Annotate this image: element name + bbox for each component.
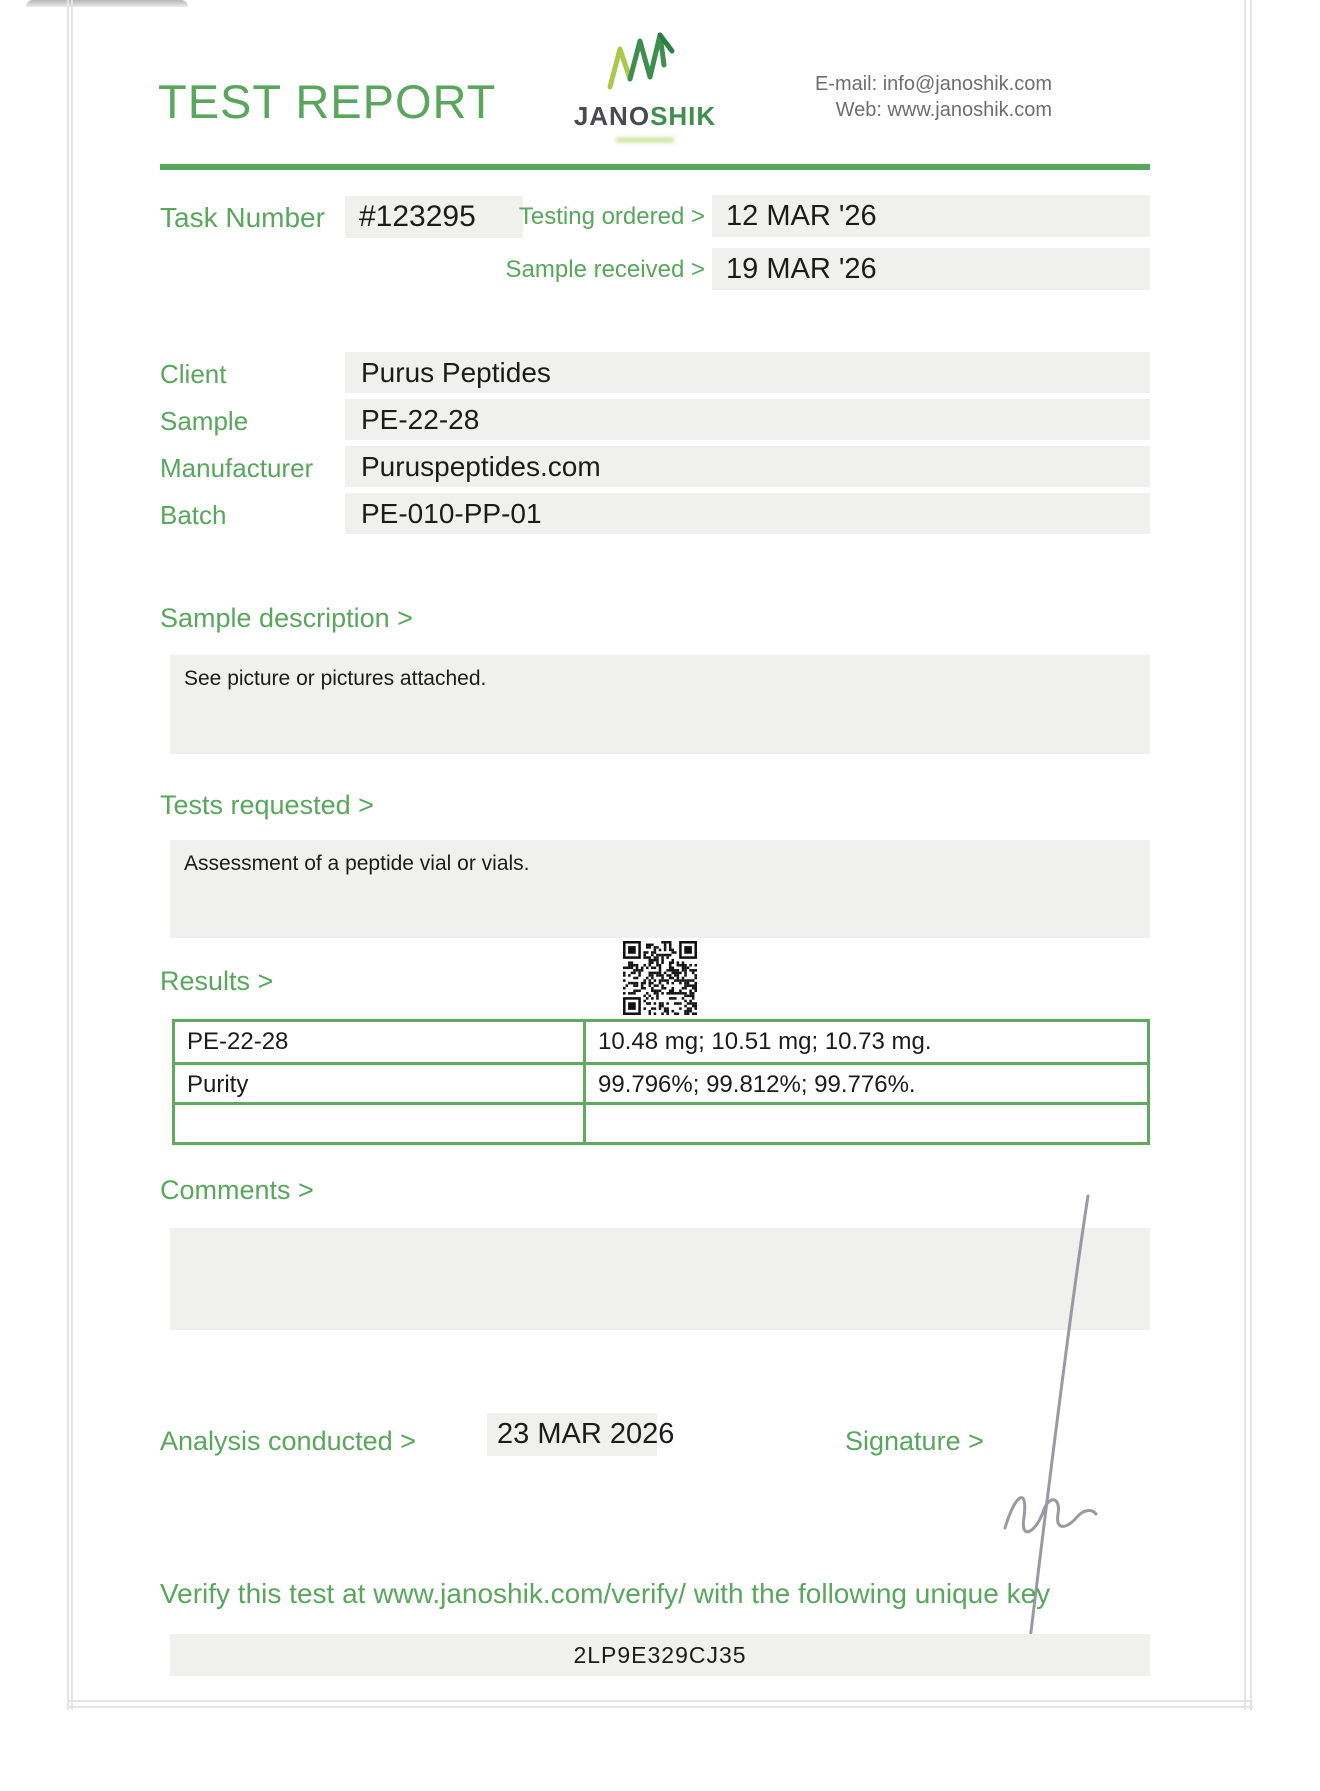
batch-label: Batch: [160, 500, 227, 530]
page-left-edge-line-inner: [71, 0, 73, 1710]
page-top-tab-remnant: [26, 0, 188, 7]
manufacturer-label: Manufacturer: [160, 453, 314, 483]
testing-ordered-label: Testing ordered >: [518, 203, 705, 230]
sample-label: Sample: [160, 406, 249, 436]
verification-qr-code: [623, 941, 697, 1015]
analysis-conducted-value: 23 MAR 2026: [487, 1413, 657, 1456]
results-heading: Results >: [160, 966, 274, 996]
verify-instruction: Verify this test at www.janoshik.com/verify/ with the following unique key: [160, 1578, 1051, 1609]
brand-wordmark-dark: JANO: [573, 101, 651, 131]
results-table: [172, 1019, 1150, 1145]
client-value: Purus Peptides: [345, 352, 1150, 393]
tests-requested-box: [170, 840, 1150, 938]
brand-wordmark-green: SHIK: [650, 101, 717, 131]
page-bottom-edge-line: [67, 1700, 1253, 1702]
sample-value: PE-22-28: [345, 399, 1150, 440]
contact-block: [700, 71, 1052, 123]
brand-wordmark: [570, 101, 720, 132]
task-number-value: #123295: [345, 196, 523, 238]
client-label: Client: [160, 359, 227, 389]
sample-description-box: [170, 655, 1150, 754]
task-number-label: Task Number: [160, 202, 325, 233]
sample-description-text: See picture or pictures attached.: [184, 667, 487, 690]
page-bottom-edge-line-inner: [67, 1706, 1253, 1708]
signature-label: Signature >: [845, 1426, 984, 1456]
testing-ordered-value: 12 MAR '26: [712, 195, 1150, 237]
batch-value: PE-010-PP-01: [345, 493, 1150, 534]
tests-requested-heading: Tests requested >: [160, 790, 374, 820]
contact-web: Web: www.janoshik.com: [835, 99, 1052, 121]
janoshik-chart-logo-icon: [604, 31, 684, 93]
brand-underline-glow: [616, 138, 674, 142]
result-row-value: 99.796%; 99.812%; 99.776%.: [583, 1062, 1147, 1102]
sample-received-value: 19 MAR '26: [712, 248, 1150, 290]
result-row-name: PE-22-28: [187, 1028, 289, 1055]
result-row-name: Purity: [175, 1062, 583, 1102]
result-row-value: 10.48 mg; 10.51 mg; 10.73 mg.: [583, 1022, 1147, 1062]
verify-key: 2LP9E329CJ35: [170, 1634, 1150, 1676]
contact-email: E-mail: info@janoshik.com: [814, 73, 1052, 95]
page-left-edge-line: [67, 0, 69, 1710]
result-row-name: [175, 1102, 583, 1142]
page-title: TEST REPORT: [158, 75, 497, 128]
header-divider-rule: [160, 164, 1150, 170]
tests-requested-text: Assessment of a peptide vial or vials.: [184, 852, 530, 875]
analysis-conducted-label: Analysis conducted >: [160, 1426, 416, 1456]
page-right-edge-line-inner: [1244, 0, 1246, 1710]
page-right-edge-line: [1250, 0, 1252, 1710]
manufacturer-value: Puruspeptides.com: [345, 446, 1150, 487]
comments-heading: Comments >: [160, 1175, 314, 1205]
result-row-value: [583, 1102, 1147, 1142]
sample-description-heading: Sample description >: [160, 603, 413, 633]
sample-received-label: Sample received >: [505, 256, 705, 283]
